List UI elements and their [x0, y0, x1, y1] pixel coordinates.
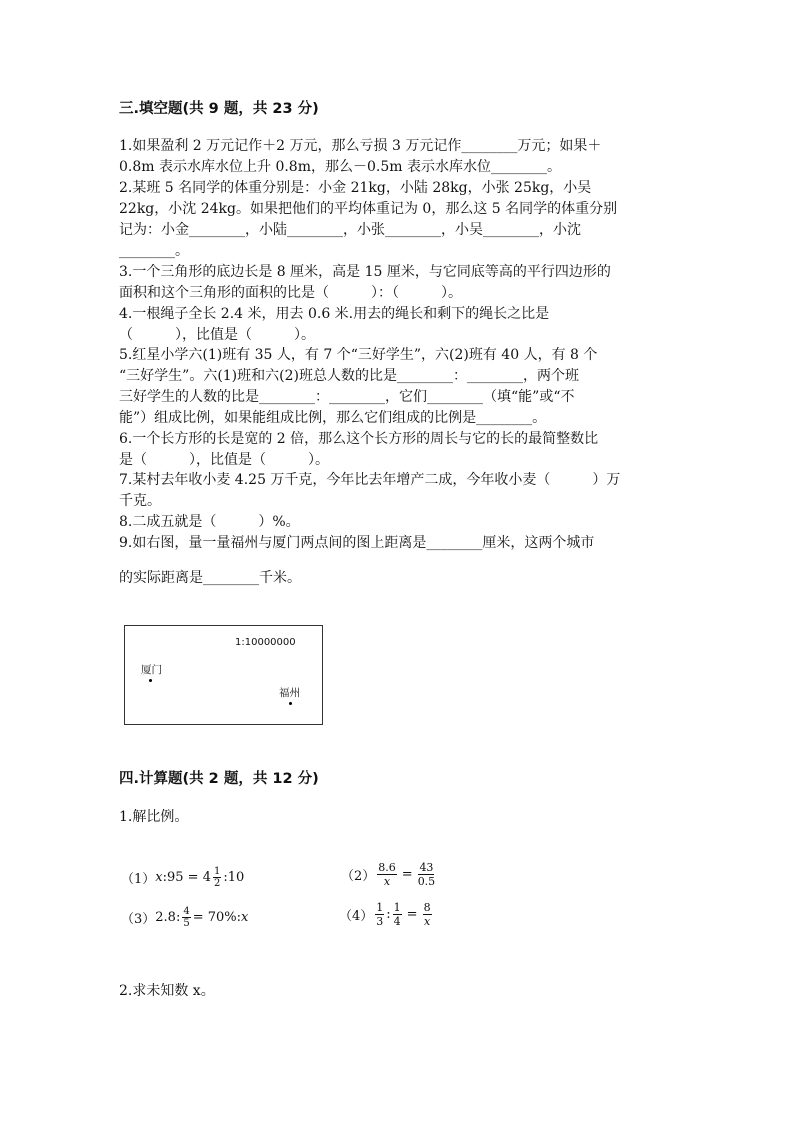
question-line: 2.求未知数 x。 — [119, 983, 215, 999]
question-line: 5.红星小学六(1)班有 35 人，有 7 个“三好学生”，六(2)班有 40 人，有 8 个 — [119, 347, 598, 363]
fraction — [418, 861, 436, 888]
map-scale: 1:10000000 — [235, 637, 296, 648]
equation-text: :10 — [223, 870, 245, 885]
question-line: 能”）组成比例，如果能组成比例，那么它们组成的比例是________。 — [119, 410, 547, 426]
question-line: 1.如果盈利 2 万元记作＋2 万元，那么亏损 3 万元记作________万元；如果＋ — [119, 138, 602, 154]
equals-sign: = — [406, 907, 418, 922]
question-line: 三好学生的人数的比是________：________，它们________（填“能”或“不 — [119, 389, 575, 405]
numerator: 43 — [419, 861, 434, 874]
colon: : — [386, 907, 391, 922]
numerator: 1 — [213, 866, 221, 877]
map-figure — [124, 625, 323, 725]
question-line: 4.一根绳子全长 2.4 米，用去 0.6 米.用去的绳长和剩下的绳长之比是 — [119, 306, 550, 322]
equation-label: （2） — [341, 869, 376, 884]
question-line: 2.某班 5 名同学的体重分别是：小金 21kg，小陆 28kg，小张 25kg，小吴 — [119, 180, 592, 196]
question-line: 0.8m 表示水库水位上升 0.8m，那么－0.5m 表示水库水位________。 — [119, 159, 561, 175]
question-line: 的实际距离是________千米。 — [119, 570, 301, 586]
question-line: 1.解比例。 — [119, 809, 189, 825]
fraction — [182, 906, 190, 929]
variable-x: x — [155, 870, 163, 885]
equation-text: = 70%: — [192, 910, 242, 925]
denominator: 4 — [393, 915, 401, 928]
question-line: 22kg，小沈 24kg。如果把他们的平均体重记为 0，那么这 5 名同学的体重分别 — [119, 201, 618, 217]
equation-4 — [339, 901, 434, 928]
numerator: 1 — [376, 901, 384, 914]
fraction — [393, 901, 402, 928]
city-label-xiamen: 厦门 — [141, 664, 162, 676]
fraction — [423, 901, 432, 928]
equation-label: （1） — [121, 872, 156, 887]
fraction — [375, 901, 384, 928]
section-3-heading: 三.填空题(共 9 题，共 23 分) — [119, 101, 319, 117]
numerator: 1 — [393, 901, 401, 914]
numerator: 4 — [183, 906, 190, 917]
city-label-fuzhou: 福州 — [279, 687, 300, 699]
equation-3 — [121, 906, 248, 929]
denominator: x — [423, 915, 431, 928]
city-dot-fuzhou — [289, 702, 292, 705]
fraction — [213, 866, 221, 889]
equation-label: （3） — [121, 912, 156, 927]
equation-2 — [341, 861, 437, 888]
question-line: 记为：小金________，小陆________，小张________，小吴________，小沈 — [119, 222, 581, 238]
denominator: x — [383, 875, 391, 888]
numerator: 8 — [423, 901, 431, 914]
equation-text: 2.8: — [155, 910, 181, 925]
equation-text: :95 = 4 — [162, 870, 211, 885]
question-line: “三好学生”。六(1)班和六(2)班总人数的比是________：________，两个班 — [119, 368, 579, 384]
denominator: 2 — [213, 878, 221, 889]
question-line: 9.如右图，量一量福州与厦门两点间的图上距离是________厘米，这两个城市 — [119, 535, 595, 551]
question-line: 千克。 — [119, 493, 161, 509]
question-line: 6.一个长方形的长是宽的 2 倍，那么这个长方形的周长与它的长的最简整数比 — [119, 431, 599, 447]
city-dot-xiamen — [149, 679, 152, 682]
question-line: 8.二成五就是（ ）%。 — [119, 514, 300, 530]
section-4-heading: 四.计算题(共 2 题，共 12 分) — [119, 771, 319, 787]
denominator: 0.5 — [417, 875, 436, 888]
question-line: 7.某村去年收小麦 4.25 万千克，今年比去年增产二成，今年收小麦（ ）万 — [119, 472, 621, 488]
denominator: 5 — [183, 918, 190, 929]
equals-sign: = — [401, 867, 413, 882]
numerator: 8.6 — [378, 861, 396, 874]
question-line: 是（ ），比值是（ ）。 — [119, 452, 329, 468]
question-line: （ ），比值是（ ）。 — [119, 327, 315, 343]
fraction — [377, 861, 397, 888]
equation-1 — [121, 866, 244, 889]
question-line: 面积和这个三角形的面积的比是（ ）：（ ）。 — [119, 285, 462, 301]
question-line: 3.一个三角形的底边长是 8 厘米，高是 15 厘米，与它同底等高的平行四边形的 — [119, 264, 611, 280]
question-line: ________。 — [119, 243, 189, 259]
variable-x: x — [241, 910, 249, 925]
equation-label: （4） — [339, 909, 374, 924]
denominator: 3 — [376, 915, 384, 928]
